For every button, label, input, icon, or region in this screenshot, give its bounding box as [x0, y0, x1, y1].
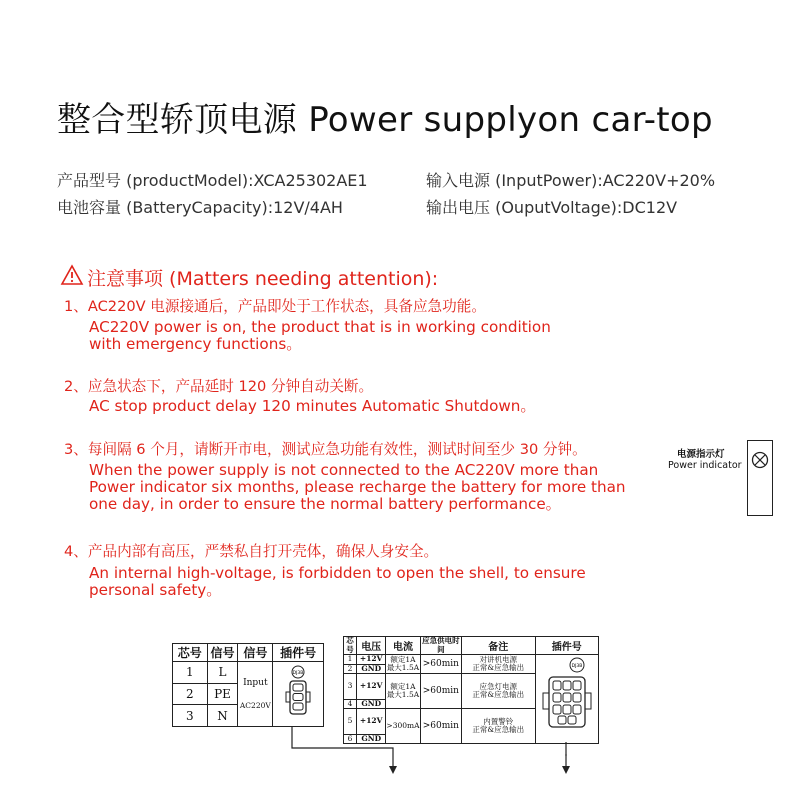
notice-item-3-en-1: When the power supply is not connected to the AC220V more than [89, 461, 599, 479]
spec-input-power: 输入电源 (InputPower):AC220V+20% [426, 171, 716, 190]
indicator-label-cn: 电源指示灯 [677, 449, 725, 460]
output-row-6-voltage: GND [357, 734, 386, 744]
svg-text:DJ3B: DJ3B [571, 664, 583, 669]
output-group-2-note-2: 正常&应急输出 [472, 690, 525, 699]
output-row-2-voltage: GND [357, 664, 386, 674]
indicator-panel [747, 440, 773, 516]
output-group-1-note [461, 655, 535, 674]
output-row-3-pin: 3 [344, 674, 357, 700]
notice-item-4-en-2: personal safety。 [89, 581, 222, 599]
input-connector-icon [283, 664, 313, 720]
notice-item-3-en-2: Power indicator six months, please recharge the battery for more than [89, 478, 626, 496]
warning-icon [60, 264, 84, 286]
output-row-2-pin: 2 [344, 664, 357, 674]
output-group-1-time: >60min [420, 655, 461, 674]
notice-heading: 注意事项 (Matters needing attention): [87, 268, 439, 290]
input-header-plug: 插件号 [273, 644, 324, 662]
output-group-3-note-1: 内置警铃 [483, 716, 514, 726]
input-row-3-pin: 3 [173, 705, 208, 727]
output-group-3-note-2: 正常&应急输出 [472, 725, 525, 734]
notice-item-1-en-2: with emergency functions。 [89, 335, 302, 353]
output-group-2-note [461, 674, 535, 709]
input-group-label-1: Input [243, 677, 268, 688]
notice-item-1-en-1: AC220V power is on, the product that is in working condition [89, 318, 551, 336]
output-header-time: 应急供电时间 [422, 636, 460, 654]
notice-item-4-cn: 4、产品内部有高压，严禁私自打开壳体，确保人身安全。 [64, 543, 439, 560]
output-row-3-voltage: +12V [357, 674, 386, 700]
output-group-2-current [386, 674, 420, 709]
output-row-5-pin: 5 [344, 709, 357, 735]
output-header-plug: 插件号 [535, 637, 598, 655]
output-group-3-time: >60min [420, 709, 461, 744]
output-group-2-note-1: 应急灯电源 [479, 681, 517, 691]
output-group-2-current-max: 最大1.5A [386, 690, 420, 699]
input-row-1-signal: L [207, 662, 238, 684]
output-header-pin: 芯号 [344, 637, 357, 655]
input-row-3-signal: N [207, 705, 238, 727]
input-row-2-pin: 2 [173, 683, 208, 705]
output-row-1-voltage: +12V [357, 655, 386, 665]
input-header-signal-2: 信号 [238, 644, 273, 662]
notice-item-3-cn: 3、每间隔 6 个月，请断开市电，测试应急功能有效性，测试时间至少 30 分钟。 [64, 441, 587, 458]
spec-battery: 电池容量 (BatteryCapacity):12V/4AH [57, 198, 343, 217]
notice-item-2-cn: 2、应急状态下，产品延时 120 分钟自动关断。 [64, 378, 374, 395]
input-arrow-icon [389, 766, 397, 774]
output-row-5-voltage: +12V [357, 709, 386, 735]
output-group-2-current-rated: 额定1A [390, 681, 416, 691]
input-row-1-pin: 1 [173, 662, 208, 684]
output-group-3-current: >300mA [386, 709, 420, 744]
output-header-voltage: 电压 [357, 637, 386, 655]
input-header-pin: 芯号 [173, 644, 208, 662]
output-row-6-pin: 6 [344, 734, 357, 744]
output-group-1-current-rated: 额定1A [390, 654, 416, 664]
input-group-cell [238, 662, 273, 727]
input-row-2-signal: PE [207, 683, 238, 705]
input-plug-cell [273, 662, 324, 727]
output-row-1-pin: 1 [344, 655, 357, 665]
output-header-note: 备注 [461, 637, 535, 655]
notice-item-4-en-1: An internal high-voltage, is forbidden to open the shell, to ensure [89, 564, 586, 582]
svg-text:DJ3B: DJ3B [292, 671, 304, 676]
notice-item-3-en-3: one day, in order to ensure the normal battery performance。 [89, 495, 561, 513]
input-group-label-2: AC220V [239, 700, 271, 710]
indicator-label-en: Power indicator [668, 460, 742, 471]
spec-output-voltage: 输出电压 (OuputVoltage):DC12V [426, 198, 678, 217]
output-group-2-time: >60min [420, 674, 461, 709]
output-row-4-voltage: GND [357, 699, 386, 709]
output-row-4-pin: 4 [344, 699, 357, 709]
output-group-1-current [386, 655, 420, 674]
output-group-1-current-max: 最大1.5A [386, 663, 420, 672]
spec-model: 产品型号 (productModel):XCA25302AE1 [57, 171, 368, 190]
input-pin-table [172, 643, 324, 727]
wiring-lines [280, 724, 600, 780]
output-arrow-icon [562, 766, 570, 774]
notice-item-1-cn: 1、AC220V 电源接通后，产品即处于工作状态，具备应急功能。 [64, 298, 486, 315]
page-title: 整合型轿顶电源 Power supplyon car-top [57, 100, 713, 140]
output-header-current: 电流 [386, 637, 420, 655]
notice-item-2-en-1: AC stop product delay 120 minutes Automatic Shutdown。 [89, 397, 536, 415]
input-header-signal: 信号 [207, 644, 238, 662]
indicator-lamp-icon [748, 448, 772, 472]
output-group-1-note-2: 正常&应急输出 [472, 663, 525, 672]
output-group-1-note-1: 对讲机电源 [479, 654, 517, 664]
